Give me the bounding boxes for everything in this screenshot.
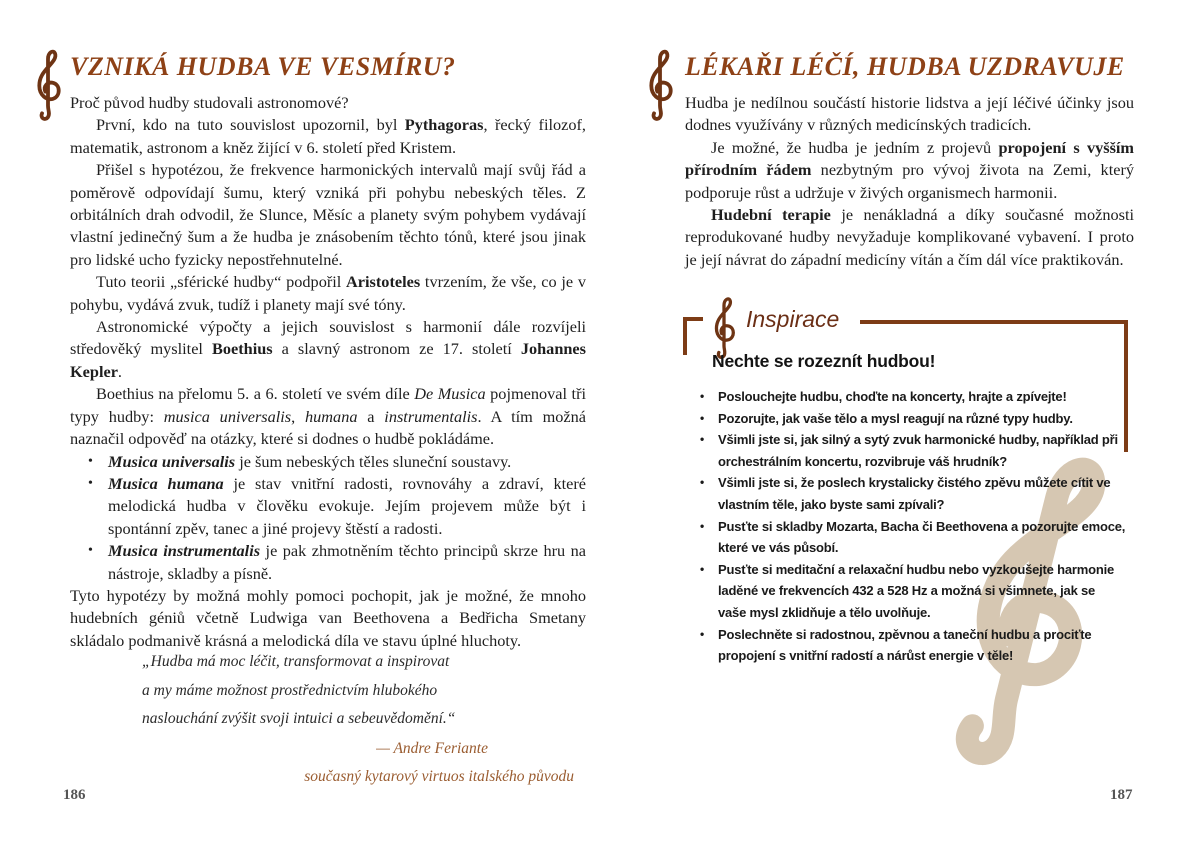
list-item — [682, 472, 1126, 515]
inspiration-box-list — [682, 386, 1126, 667]
list-item-text: Musica instrumentalis je pak zhmotněním těchto principů skrze hru na nástroje, skladby a písně. — [108, 541, 586, 583]
list-item — [682, 624, 1126, 667]
paragraph: Proč původ hudby studovali astronomové? — [70, 93, 349, 112]
list-item — [682, 408, 1126, 430]
list-item-text: Poslouchejte hudbu, choďte na koncerty, hrajte a zpívejte! — [718, 389, 1067, 404]
list-item-text: Pusťte si meditační a relaxační hudbu nebo vyzkoušejte harmonie laděné ve frekvencích 432 a 528 Hz a možná si všimnete, jak se vaše mysl zklidňuje a tělo uvolňuje. — [718, 561, 1115, 620]
bullet-icon: • — [88, 453, 93, 469]
inspiration-box-heading: Nechte se rozeznít hudbou! — [712, 351, 936, 371]
list-item-text: Musica humana je stav vnitřní radosti, rovnováhy a zdraví, které melodická hudba v člověku evokuje. Jejím projevem může být i spontánní zpěv, tanec a jiné projevy štěstí a radosti. — [108, 473, 586, 538]
paragraph: První, kdo na tuto souvislost upozornil, byl Pythagoras, řecký filozof, matematik, astronom a kněz žijící v 6. století před Kristem. — [70, 115, 586, 157]
list-item — [682, 516, 1126, 559]
list-item-text: Všimli jste si, že poslech krystalicky čistého zpěvu můžete cítit ve vlastním těle, jako byste sami zpívali? — [718, 475, 1111, 512]
list-item — [70, 451, 586, 473]
box-corner-bracket — [683, 317, 703, 355]
box-top-rule — [860, 320, 1128, 324]
right-chapter-title: LÉKAŘI LÉČÍ, HUDBA UZDRAVUJE — [685, 52, 1125, 81]
quote-attribution-role: současný kytarový virtuos italského původu — [304, 768, 574, 785]
bullet-icon: • — [700, 561, 705, 576]
list-item — [70, 473, 586, 540]
left-chapter-title: VZNIKÁ HUDBA VE VESMÍRU? — [70, 52, 456, 81]
list-item-text: Musica universalis je šum nebeských těles sluneční soustavy. — [108, 451, 512, 471]
left-page-body — [70, 92, 586, 652]
list-item-text: Pozorujte, jak vaše tělo a mysl reagují na různé typy hudby. — [718, 410, 1073, 426]
bullet-icon: • — [700, 518, 705, 533]
quote-line: naslouchání zvýšit svoji intuici a sebeuvědomění.“ — [142, 710, 456, 727]
page-number-right: 187 — [1110, 787, 1133, 803]
paragraph: Přišel s hypotézou, že frekvence harmonických intervalů mají svůj řád a poměrově odpovídají šumu, který vzniká při pohybu nebeských těles. Z orbitálních drah odvodil, že Slunce, Měsíc a planety svým pohybem vydávají vlastní jedinečný šum a že hudba je znásobením těchto tónů, které jsou jinak pro lidské ucho fyzicky nepostřehnutelné. — [70, 160, 586, 269]
quote-block — [142, 648, 574, 792]
bullet-icon: • — [88, 543, 93, 559]
right-page-body — [685, 92, 1134, 271]
treble-clef-icon — [34, 46, 62, 122]
paragraph: Tuto teorii „sférické hudby“ podpořil Aristoteles tvrzením, že vše, co je v pohybu, vydává zvuk, tudíž i planety mají své tóny. — [70, 272, 586, 314]
paragraph: Hudební terapie je nenákladná a díky současné možnosti reprodukované hudby nevyžaduje komplikované vybavení. I proto je její návrat do západní medicíny vítán a čím dál více praktikován. — [685, 205, 1134, 269]
bullet-icon: • — [700, 475, 705, 490]
bullet-icon: • — [88, 475, 93, 491]
paragraph: Je možné, že hudba je jedním z projevů propojení s vyšším přírodním řádem nezbytným pro vývoj života na Zemi, který podporuje růst a udržuje v živých organismech harmonii. — [685, 137, 1135, 202]
paragraph: Boethius na přelomu 5. a 6. století ve svém díle De Musica pojmenoval tři typy hudby: musica universalis, humana a instrumentalis. A tím možná naznačil odpověď na otázky, které si dodnes o hudbě pokládáme. — [70, 384, 587, 449]
quote-line: „Hudba má moc léčit, transformovat a inspirovat — [142, 653, 450, 670]
list-item-text: Poslechněte si radostnou, zpěvnou a taneční hudbu a prociťte propojení s vnitřní radostí a nárůst energie v těle! — [718, 626, 1092, 664]
treble-clef-icon — [646, 46, 674, 122]
list-item-text: Všimli jste si, jak silný a sytý zvuk harmonické hudby, například při orchestrálním koncertu, rozvibruje váš hrudník? — [718, 432, 1118, 469]
bullet-icon: • — [700, 432, 705, 447]
quote-line: a my máme možnost prostřednictvím hlubokého — [142, 681, 438, 699]
list-item — [70, 540, 586, 585]
quote-attribution-name: — Andre Feriante — [376, 739, 488, 757]
inspiration-box-label: Inspirace — [746, 306, 840, 332]
list-item — [682, 429, 1126, 472]
bullet-icon: • — [700, 389, 705, 403]
paragraph: Astronomické výpočty a jejich souvislost s harmonií dále rozvíjeli středověký myslitel Boethius a slavný astronom ze 17. století Johannes Kepler. — [70, 317, 586, 381]
page-number-left: 186 — [63, 787, 86, 803]
paragraph: Tyto hypotézy by možná mohly pomoci pochopit, jak je možné, že mnoho hudebních géniů včetně Ludwiga van Beethovena a Bedřicha Smetany skládalo podmanivě krásná a melodická díla ve stavu úplné hluchoty. — [70, 585, 586, 650]
list-item — [682, 559, 1126, 624]
bullet-icon: • — [700, 410, 705, 425]
list-item-text: Pusťte si skladby Mozarta, Bacha či Beethovena a pozorujte emoce, které ve vás působí. — [718, 518, 1126, 556]
bullet-icon: • — [700, 626, 705, 641]
paragraph: Hudba je nedílnou součástí historie lidstva a její léčivé účinky jsou dodnes využívány v různých medicínských tradicích. — [685, 93, 1134, 135]
list-item — [682, 386, 1126, 408]
